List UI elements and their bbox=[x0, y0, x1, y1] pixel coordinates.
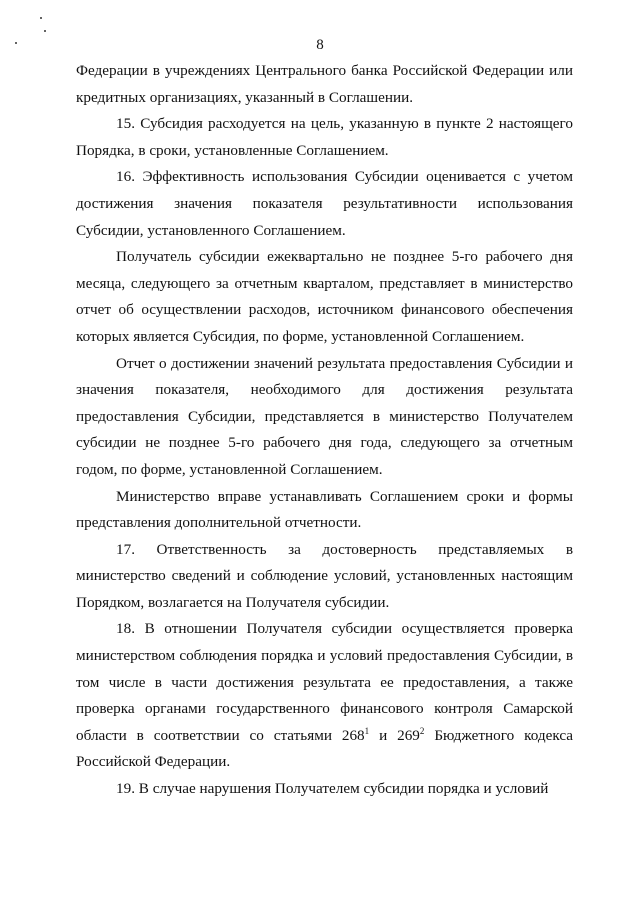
paragraph-19: 19. В случае нарушения Получателем субсидии порядка и условий bbox=[116, 780, 549, 798]
paragraph-18 bbox=[76, 616, 573, 776]
paragraph-15: 15. Субсидия расходуется на цель, указанную в пункте 2 настоящего Порядка, в сроки, установленные Соглашением. bbox=[76, 115, 573, 159]
superscript-1: 1 bbox=[364, 725, 370, 736]
paragraph-quarterly-report: Получатель субсидии ежеквартально не позднее 5-го рабочего дня месяца, следующего за отчетным кварталом, представляет в министерство отчет об осуществлении расходов, источником финансового обеспечения которых является Субсидия, по форме, установленной Соглашением. bbox=[76, 248, 573, 345]
superscript-2: 2 bbox=[419, 725, 425, 736]
scan-speck bbox=[40, 17, 42, 19]
paragraph-18-end: Бюджетного кодекса Российской Федерации. bbox=[76, 726, 573, 771]
paragraph-additional-reporting: Министерство вправе устанавливать Соглашением сроки и формы представления дополнительной отчетности. bbox=[76, 487, 573, 532]
paragraph-continuation: Федерации в учреждениях Центрального банка Российской Федерации или кредитных организациях, указанный в Соглашении. bbox=[76, 62, 573, 106]
page-number: 8 bbox=[316, 37, 324, 53]
document-body bbox=[76, 58, 573, 803]
paragraph-17: 17. Ответственность за достоверность представляемых в министерство сведений и соблюдение условий, установленных настоящим Порядком, возлагается на Получателя субсидии. bbox=[76, 540, 573, 611]
paragraph-18-and: и 269 bbox=[369, 726, 420, 744]
paragraph-18-text: 18. В отношении Получателя субсидии осуществляется проверка министерством соблюдения порядка и условий предоставления Субсидии, в том числе в части достижения результата ее предоставления, а также проверка органами государственного финансового контроля Самарской области в соответствии со статьями 268 bbox=[76, 620, 573, 744]
paragraph-results-report: Отчет о достижении значений результата предоставления Субсидии и значения показателя, необходимого для достижения результата предоставления Субсидии, представляется в министерство Получателем субсидии не позднее 5-го рабочего дня года, следующего за отчетным годом, по форме, установленной Соглашением. bbox=[76, 354, 573, 478]
paragraph-16: 16. Эффективность использования Субсидии оценивается с учетом достижения значения показателя результативности использования Субсидии, установленного Соглашением. bbox=[76, 168, 573, 239]
